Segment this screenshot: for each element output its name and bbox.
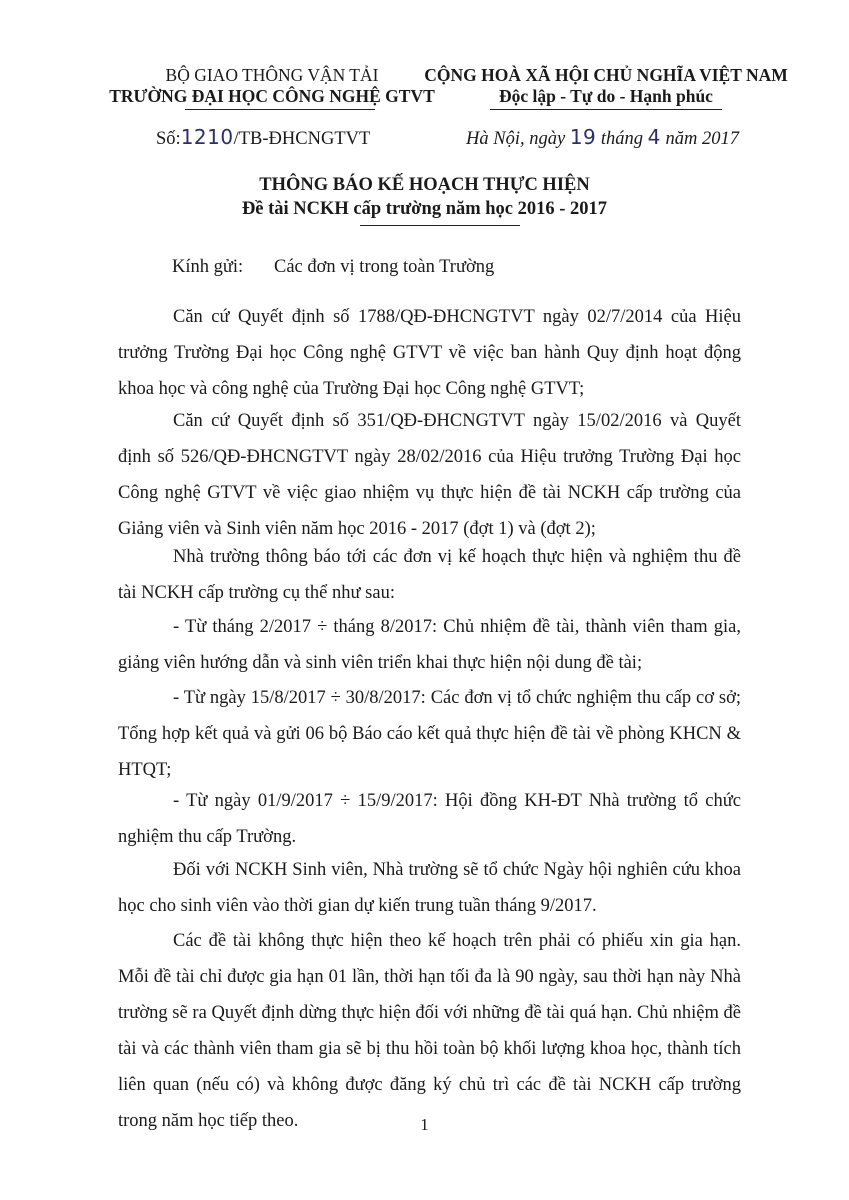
page-number: 1 [420, 1115, 429, 1134]
number-suffix: /TB-ĐHCNGTVT [233, 129, 371, 149]
paragraph-student-research: Đối với NCKH Sinh viên, Nhà trường sẽ tổ chức Ngày hội nghiên cứu khoa học cho sinh viên vào thời gian dự kiến trung tuần tháng 9/2017. [118, 860, 741, 916]
paragraph-extension-policy: Các đề tài không thực hiện theo kế hoạch trên phải có phiếu xin gia hạn. Mỗi đề tài chỉ được gia hạn 01 lần, thời hạn tối đa là 90 ngày, sau thời hạn này Nhà trường sẽ ra Quyết định dừng thực hiện đối với những đề tài quá hạn. Chủ nhiệm đề tài và các thành viên tham gia sẽ bị thu hồi toàn bộ khối lượng khoa học, thành tích liên quan (nếu có) và không được đăng ký chủ trì các đề tài NCKH cấp trường trong năm học tiếp theo. [118, 931, 741, 1131]
ministry-name: BỘ GIAO THÔNG VẬN TẢI [165, 65, 379, 85]
document-number [156, 125, 370, 150]
title-underline [360, 225, 520, 226]
paragraph-schedule-2: - Từ ngày 15/8/2017 ÷ 30/8/2017: Các đơn vị tổ chức nghiệm thu cấp cơ sở; Tổng hợp kết quả và gửi 06 bộ Báo cáo kết quả thực hiện đề tài về phòng KHCN & HTQT; [118, 688, 741, 780]
document-date [466, 125, 739, 150]
school-underline [185, 109, 375, 110]
date-prefix: Hà Nội, ngày [466, 129, 566, 149]
title-line-2: Đề tài NCKH cấp trường năm học 2016 - 2017 [241, 199, 608, 219]
date-day-handwritten: 19 [569, 125, 597, 149]
motto: Độc lập - Tự do - Hạnh phúc [499, 86, 713, 106]
date-month-handwritten: 4 [647, 125, 661, 149]
number-prefix: Số: [156, 129, 181, 149]
school-name: TRƯỜNG ĐẠI HỌC CÔNG NGHỆ GTVT [109, 86, 435, 106]
paragraph-legal-basis-1: Căn cứ Quyết định số 1788/QĐ-ĐHCNGTVT ngày 02/7/2014 của Hiệu trưởng Trường Đại học Công nghệ GTVT về việc ban hành Quy định hoạt động khoa học và công nghệ của Trường Đại học Công nghệ GTVT; [118, 307, 741, 399]
motto-underline [490, 109, 722, 110]
paragraph-schedule-3: - Từ ngày 01/9/2017 ÷ 15/9/2017: Hội đồng KH-ĐT Nhà trường tổ chức nghiệm thu cấp Trường. [118, 791, 741, 847]
paragraph-legal-basis-2: Căn cứ Quyết định số 351/QĐ-ĐHCNGTVT ngày 15/02/2016 và Quyết định số 526/QĐ-ĐHCNGTVT ngày 28/02/2016 của Hiệu trưởng Trường Đại học Công nghệ GTVT về việc giao nhiệm vụ thực hiện đề tài NCKH cấp trường của Giảng viên và Sinh viên năm học 2016 - 2017 (đợt 1) và (đợt 2); [118, 411, 741, 539]
recipient-label: Kính gửi: [172, 257, 244, 277]
paragraph-schedule-1: - Từ tháng 2/2017 ÷ tháng 8/2017: Chủ nhiệm đề tài, thành viên tham gia, giảng viên hướng dẫn và sinh viên triển khai thực hiện nội dung đề tài; [118, 617, 741, 673]
date-year: năm 2017 [665, 129, 740, 149]
date-month-label: tháng [600, 129, 644, 149]
paragraph-announcement: Nhà trường thông báo tới các đơn vị kế hoạch thực hiện và nghiệm thu đề tài NCKH cấp trường cụ thể như sau: [118, 547, 741, 603]
title-line-1: THÔNG BÁO KẾ HOẠCH THỰC HIỆN [259, 175, 590, 195]
recipient-value: Các đơn vị trong toàn Trường [274, 257, 495, 277]
number-handwritten: 1210 [180, 125, 234, 149]
republic-name: CỘNG HOÀ XÃ HỘI CHỦ NGHĨA VIỆT NAM [424, 65, 788, 85]
